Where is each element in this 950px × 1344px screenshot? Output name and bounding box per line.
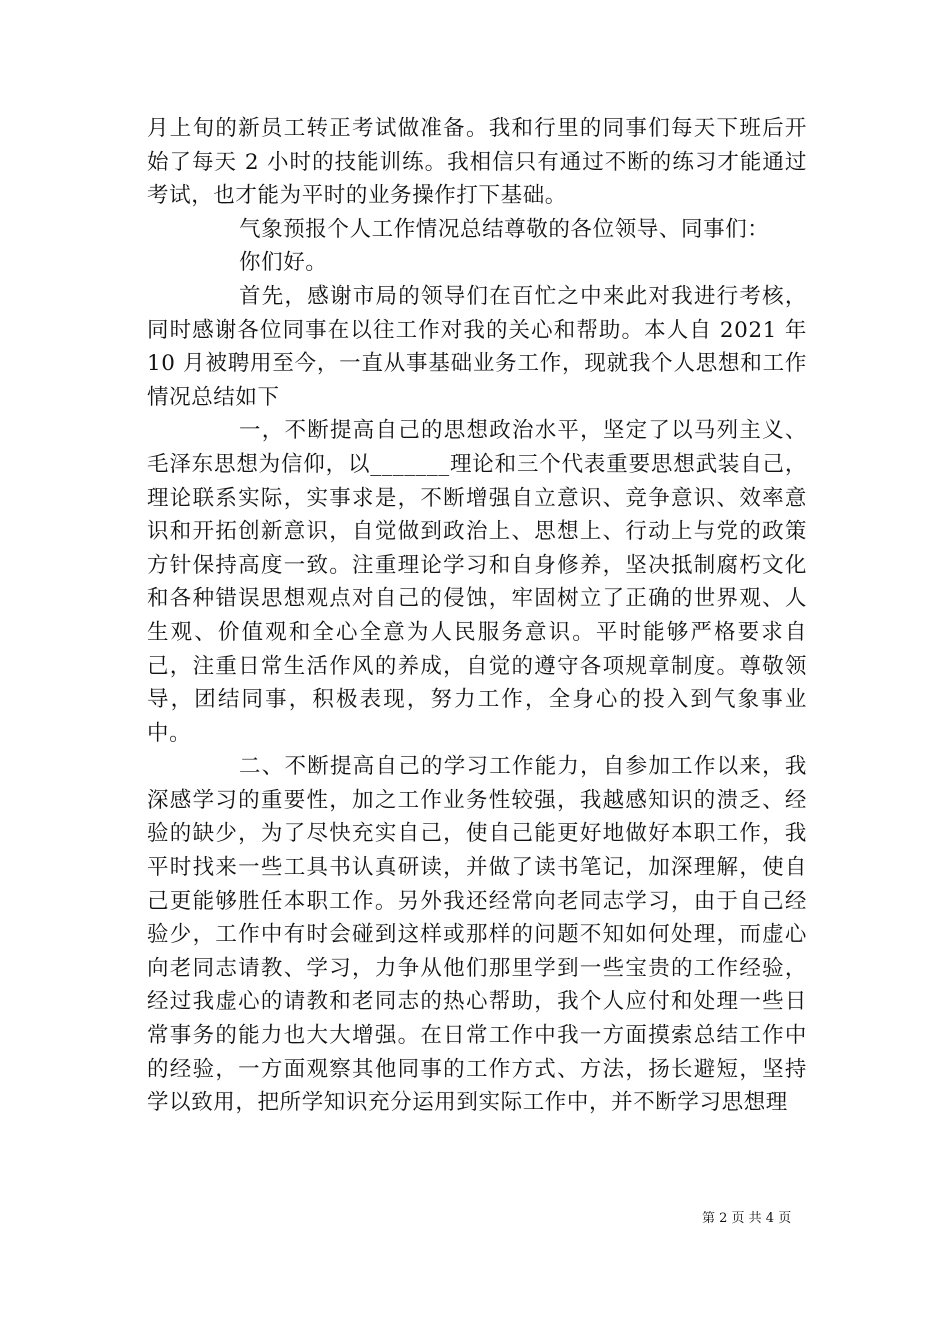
page-number-footer: 第 2 页 共 4 页: [702, 1211, 792, 1226]
paragraph-greeting: 你们好。: [239, 250, 328, 276]
paragraph-introduction: 首先，感谢市局的领导们在百忙之中来此对我进行考核，同时感谢各位同事在以往工作对我的关心和帮助。本人自 2021 年 10 月被聘用至今，一直从事基础业务工作，现就我个人思想和工作情况总结如下: [147, 283, 807, 410]
paragraph-exam-preparation: 月上旬的新员工转正考试做准备。我和行里的同事们每天下班后开始了每天 2 小时的技能训练。我相信只有通过不断的练习才能通过考试，也才能为平时的业务操作打下基础。: [147, 116, 807, 209]
document-body: [147, 112, 807, 1120]
paragraph-political-improvement: 一，不断提高自己的思想政治水平，坚定了以马列主义、毛泽东思想为信仰，以_______理论和三个代表重要思想武装自己，理论联系实际，实事求是，不断增强自立意识、竞争意识、效率意识和开拓创新意识，自觉做到政治上、思想上、行动上与党的政策方针保持高度一致。注重理论学习和自身修养，坚决抵制腐朽文化和各种错误思想观点对自己的侵蚀，牢固树立了正确的世界观、人生观、价值观和全心全意为人民服务意识。平时能够严格要求自己，注重日常生活作风的养成，自觉的遵守各项规章制度。尊敬领导，团结同事，积极表现，努力工作，全身心的投入到气象事业中。: [147, 418, 807, 746]
paragraph-summary-title: 气象预报个人工作情况总结尊敬的各位领导、同事们：: [239, 216, 770, 242]
paragraph-learning-ability: 二、不断提高自己的学习工作能力，自参加工作以来，我深感学习的重要性，加之工作业务性较强，我越感知识的溃乏、经验的缺少，为了尽快充实自己，使自己能更好地做好本职工作，我平时找来一些工具书认真研读，并做了读书笔记，加深理解，使自己更能够胜任本职工作。另外我还经常向老同志学习，由于自己经验少，工作中有时会碰到这样或那样的问题不知如何处理，而虚心向老同志请教、学习，力争从他们那里学到一些宝贵的工作经验，经过我虚心的请教和老同志的热心帮助，我个人应付和处理一些日常事务的能力也大大增强。在日常工作中我一方面摸索总结工作中的经验，一方面观察其他同事的工作方式、方法，扬长避短，坚持学以致用，把所学知识充分运用到实际工作中，并不断学习思想理: [147, 754, 807, 1116]
